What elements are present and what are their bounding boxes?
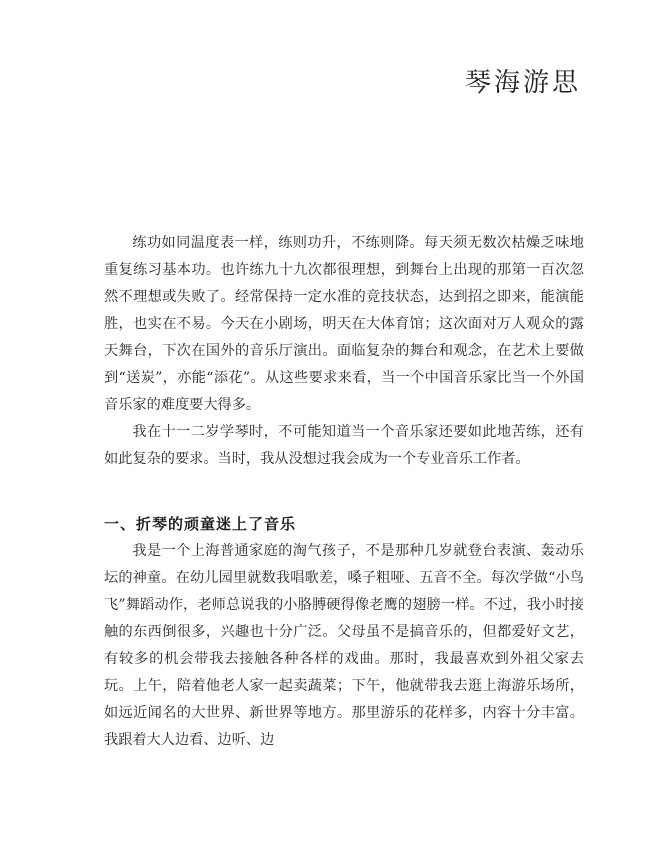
paragraph: 练功如同温度表一样，练则功升，不练则降。每天须无数次枯燥乏味地重复练习基本功。也许练九十九次都很理想，到舞台上出现的那第一百次忽然不理想或失败了。经常保持一定水准的竞技状态，达到招之即来，能演能胜，也实在不易。今天在小剧场，明天在大体育馆；这次面对万人观众的露天舞台，下次在国外的音乐厅演出。面临复杂的舞台和观念，在艺术上要做到“送炭”，亦能“添花”。从这些要求来看，当一个中国音乐家比当一个外国音乐家的难度要大得多。 xyxy=(104,235,584,413)
paragraph: 我在十一二岁学琴时，不可能知道当一个音乐家还要如此地苦练，还有如此复杂的要求。当时，我从没想过我会成为一个专业音乐工作者。 xyxy=(104,424,584,467)
intro-text xyxy=(104,230,584,473)
page-title: 琴海游思 xyxy=(464,68,581,98)
paragraph: 我是一个上海普通家庭的淘气孩子，不是那种几岁就登台表演、轰动乐坛的神童。在幼儿园里就数我唱歌差，嗓子粗哑、五音不全。每次学做“小鸟飞”舞蹈动作，老师总说我的小胳膊硬得像老鹰的翅膀一样。不过，我小时接触的东西倒很多，兴趣也十分广泛。父母虽不是搞音乐的，但都爱好文艺，有较多的机会带我去接触各种各样的戏曲。那时，我最喜欢到外祖父家去玩。上午，陪着他老人家一起卖蔬菜；下午，他就带我去逛上海游乐场所，如远近闻名的大世界、新世界等地方。那里游乐的花样多，内容十分丰富。我跟着大人边看、边听、边 xyxy=(104,543,584,748)
section-heading: 一、折琴的顽童迷上了音乐 xyxy=(104,515,297,533)
section-text xyxy=(104,538,584,754)
